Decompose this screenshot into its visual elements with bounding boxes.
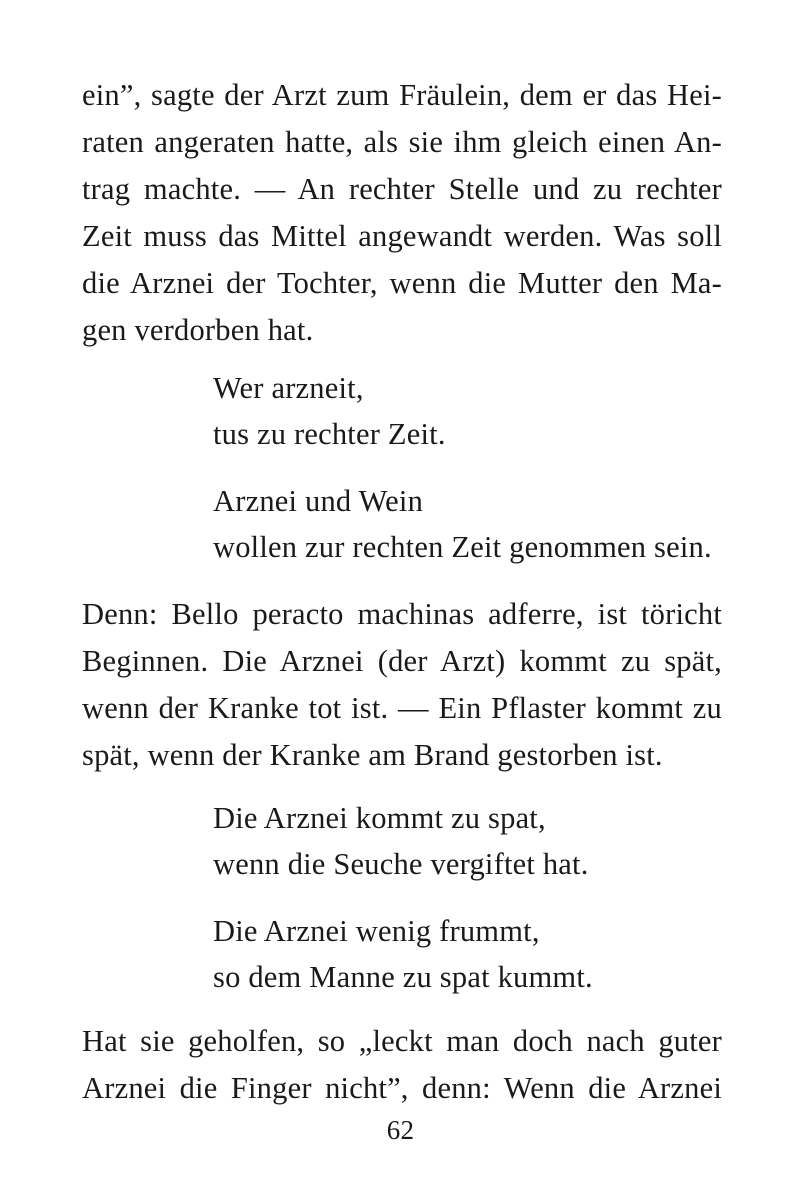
verse-line: wenn die Seuche vergiftet hat. <box>213 847 589 881</box>
verse-line: Wer arzneit, <box>213 371 364 405</box>
paragraph-line: spät, wenn der Kranke am Brand gestorben ist. <box>82 738 663 772</box>
paragraph-line: ein”, sagte der Arzt zum Fräulein, dem er das Hei- <box>82 78 722 112</box>
paragraph-line: trag machte. — An rechter Stelle und zu rechter <box>82 172 722 206</box>
verse-line: Die Arznei kommt zu spat, <box>213 801 546 835</box>
paragraph-line: Hat sie geholfen, so „leckt man doch nach guter <box>82 1024 722 1058</box>
verse-line: Arznei und Wein <box>213 484 424 518</box>
paragraph-line: Beginnen. Die Arznei (der Arzt) kommt zu spät, <box>82 644 722 678</box>
page-number: 62 <box>386 1115 415 1145</box>
paragraph-line: Arznei die Finger nicht”, denn: Wenn die Arznei <box>82 1071 722 1105</box>
verse-line: wollen zur rechten Zeit genommen sein. <box>213 530 712 564</box>
verse-line: so dem Manne zu spat kummt. <box>213 960 593 994</box>
paragraph-line: gen verdorben hat. <box>82 313 314 347</box>
paragraph-line: Denn: Bello peracto machinas adferre, ist töricht <box>82 597 722 631</box>
paragraph-line: wenn der Kranke tot ist. — Ein Pflaster kommt zu <box>82 691 722 725</box>
verse-line: tus zu rechter Zeit. <box>213 417 446 451</box>
paragraph-line: raten angeraten hatte, als sie ihm gleich einen An- <box>82 125 722 159</box>
paragraph-line: die Arznei der Tochter, wenn die Mutter den Ma- <box>82 266 722 300</box>
paragraph-line: Zeit muss das Mittel angewandt werden. Was soll <box>82 219 722 253</box>
verse-line: Die Arznei wenig frummt, <box>213 914 540 948</box>
